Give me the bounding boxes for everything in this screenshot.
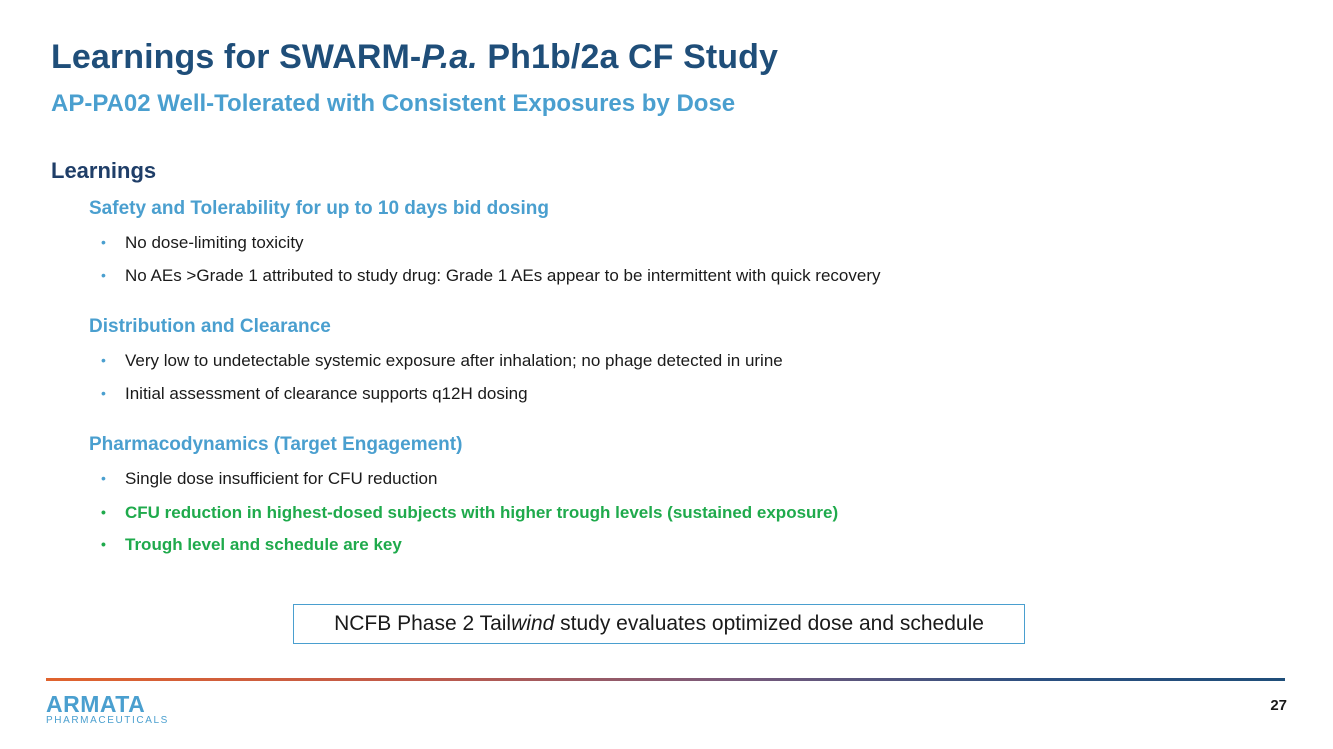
bullet-item-highlight <box>101 535 402 555</box>
group-heading-pharmacodynamics: Pharmacodynamics (Target Engagement) <box>89 434 463 455</box>
group-heading-distribution: Distribution and Clearance <box>89 316 331 337</box>
callout-prefix: NCFB Phase 2 Tail <box>334 612 512 635</box>
title-italic: P.a. <box>421 38 478 76</box>
bullet-text: No AEs >Grade 1 attributed to study drug: Grade 1 AEs appear to be intermittent with quick recovery <box>125 266 881 285</box>
logo-wordmark: ARMATA <box>46 691 146 717</box>
bullet-icon: • <box>101 267 106 283</box>
bullet-text: Initial assessment of clearance supports q12H dosing <box>125 384 528 403</box>
bullet-icon: • <box>101 352 106 368</box>
bullet-icon: • <box>101 385 106 401</box>
logo-subtext: PHARMACEUTICALS <box>46 715 169 726</box>
company-logo <box>46 693 169 727</box>
bullet-icon: • <box>101 504 106 520</box>
title-prefix: Learnings for SWARM- <box>51 38 422 76</box>
bullet-item-highlight <box>101 503 838 523</box>
bullet-item <box>101 384 528 404</box>
callout-box <box>293 604 1025 644</box>
bullet-text: Very low to undetectable systemic exposure after inhalation; no phage detected in urine <box>125 351 783 370</box>
page-number: 27 <box>1270 697 1287 714</box>
bullet-icon: • <box>101 234 106 250</box>
slide-title <box>51 38 778 77</box>
footer-divider <box>46 678 1285 681</box>
group-heading-safety: Safety and Tolerability for up to 10 days bid dosing <box>89 198 549 219</box>
bullet-text: Trough level and schedule are key <box>125 535 402 554</box>
slide-subtitle: AP-PA02 Well-Tolerated with Consistent Exposures by Dose <box>51 90 736 117</box>
section-label-learnings: Learnings <box>51 158 157 183</box>
callout-italic: wind <box>511 612 555 635</box>
bullet-icon: • <box>101 470 106 486</box>
bullet-text: Single dose insufficient for CFU reduction <box>125 469 438 488</box>
title-suffix: Ph1b/2a CF Study <box>477 38 779 76</box>
bullet-icon: • <box>101 536 106 552</box>
bullet-item <box>101 469 437 489</box>
bullet-item <box>101 233 304 253</box>
bullet-item <box>101 351 783 371</box>
bullet-text: No dose-limiting toxicity <box>125 233 304 252</box>
bullet-text: CFU reduction in highest-dosed subjects with higher trough levels (sustained exposure) <box>125 503 839 522</box>
bullet-item <box>101 266 881 286</box>
callout-suffix: study evaluates optimized dose and schedule <box>554 612 984 635</box>
